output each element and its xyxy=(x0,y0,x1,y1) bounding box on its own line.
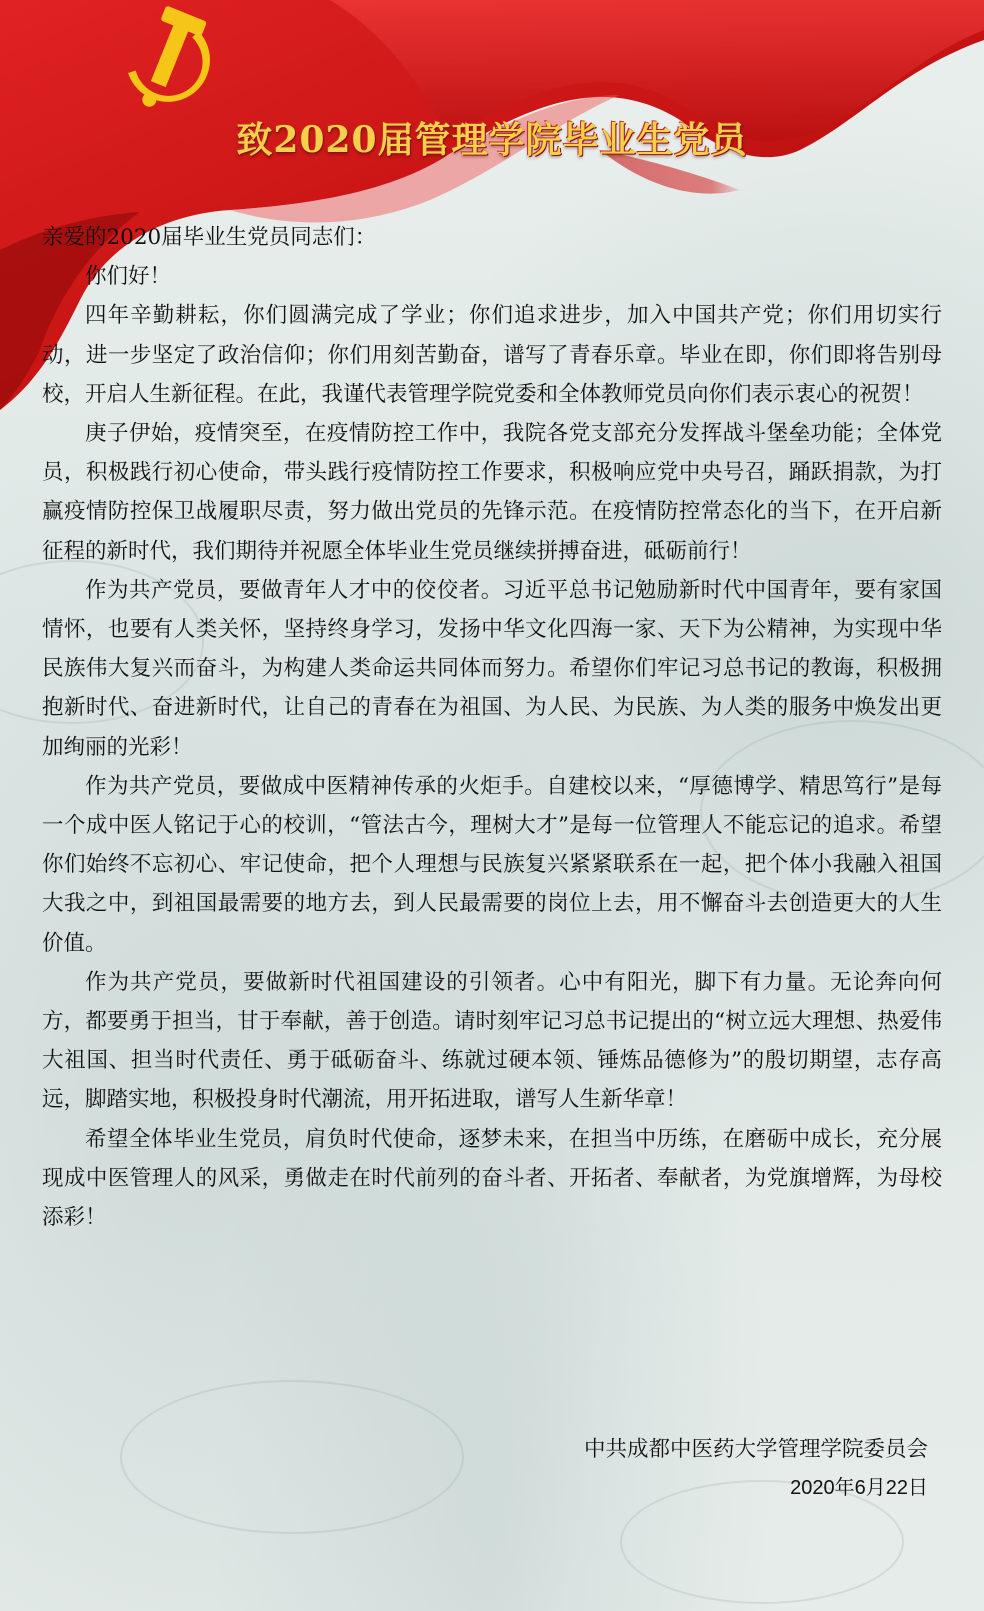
signature-block xyxy=(584,1430,928,1508)
letter-paragraph: 四年辛勤耕耘，你们圆满完成了学业；你们追求进步，加入中国共产党；你们用切实行动，进一步坚定了政治信仰；你们用刻苦勤奋，谱写了青春乐章。毕业在即，你们即将告别母校，开启人生新征程。在此，我谨代表管理学院党委和全体教师党员向你们表示衷心的祝贺！ xyxy=(42,303,942,407)
letter-paragraph: 作为共产党员，要做青年人才中的佼佼者。习近平总书记勉励新时代中国青年，要有家国情怀，也要有人类关怀，坚持终身学习，发扬中华文化四海一家、天下为公精神，为实现中华民族伟大复兴而奋斗，为构建人类命运共同体而努力。希望你们牢记习总书记的教诲，积极拥抱新时代、奋进新时代，让自己的青春在为祖国、为人民、为民族、为人类的服务中焕发出更加绚丽的光彩！ xyxy=(42,577,942,760)
page-title: 致2020届管理学院毕业生党员 xyxy=(236,119,748,161)
letter-paragraph: 希望全体毕业生党员，肩负时代使命，逐梦未来，在担当中历练，在磨砺中成长，充分展现成中医管理人的风采，勇做走在时代前列的奋斗者、开拓者、奉献者，为党旗增辉，为母校添彩！ xyxy=(42,1126,942,1231)
letter-paragraph: 作为共产党员，要做成中医精神传承的火炬手。自建校以来，“厚德博学、精思笃行”是每一个成中医人铭记于心的校训，“管法古今，理树大才”是每一位管理人不能忘记的追求。希望你们始终不忘初心、牢记使命，把个人理想与民族复兴紧紧联系在一起，把个体小我融入祖国大我之中，到祖国最需要的地方去，到人民最需要的岗位上去，用不懈奋斗去创造更大的人生价值。 xyxy=(42,773,942,956)
background-swirl xyxy=(120,1380,464,1534)
letter-paragraph: 庚子伊始，疫情突至，在疫情防控工作中，我院各党支部充分发挥战斗堡垒功能；全体党员，积极践行初心使命，带头践行疫情防控工作要求，积极响应党中央号召，踊跃捐款，为打赢疫情防控保卫战履职尽责，努力做出党员的先锋示范。在疫情防控常态化的当下，在开启新征程的新时代，我们期待并祝愿全体毕业生党员继续拼搏奋进，砥砺前行！ xyxy=(42,421,942,564)
signature-organization: 中共成都中医药大学管理学院委员会 xyxy=(583,1437,928,1462)
signature-date: 2020年6月22日 xyxy=(790,1477,928,1499)
letter-paragraph: 作为共产党员，要做新时代祖国建设的引领者。心中有阳光，脚下有力量。无论奔向何方，都要勇于担当，甘于奉献，善于创造。请时刻牢记习总书记提出的“树立远大理想、热爱伟大祖国、担当时代责任、勇于砥砺奋斗、练就过硬本领、锤炼品德修为”的殷切期望，志存高远，脚踏实地，积极投身时代潮流，用开拓进取，谱写人生新华章！ xyxy=(42,969,942,1113)
letter-body xyxy=(42,218,942,1237)
letter-salutation: 亲爱的2020届毕业生党员同志们： xyxy=(42,225,377,250)
letter-greeting: 你们好！ xyxy=(85,264,172,290)
